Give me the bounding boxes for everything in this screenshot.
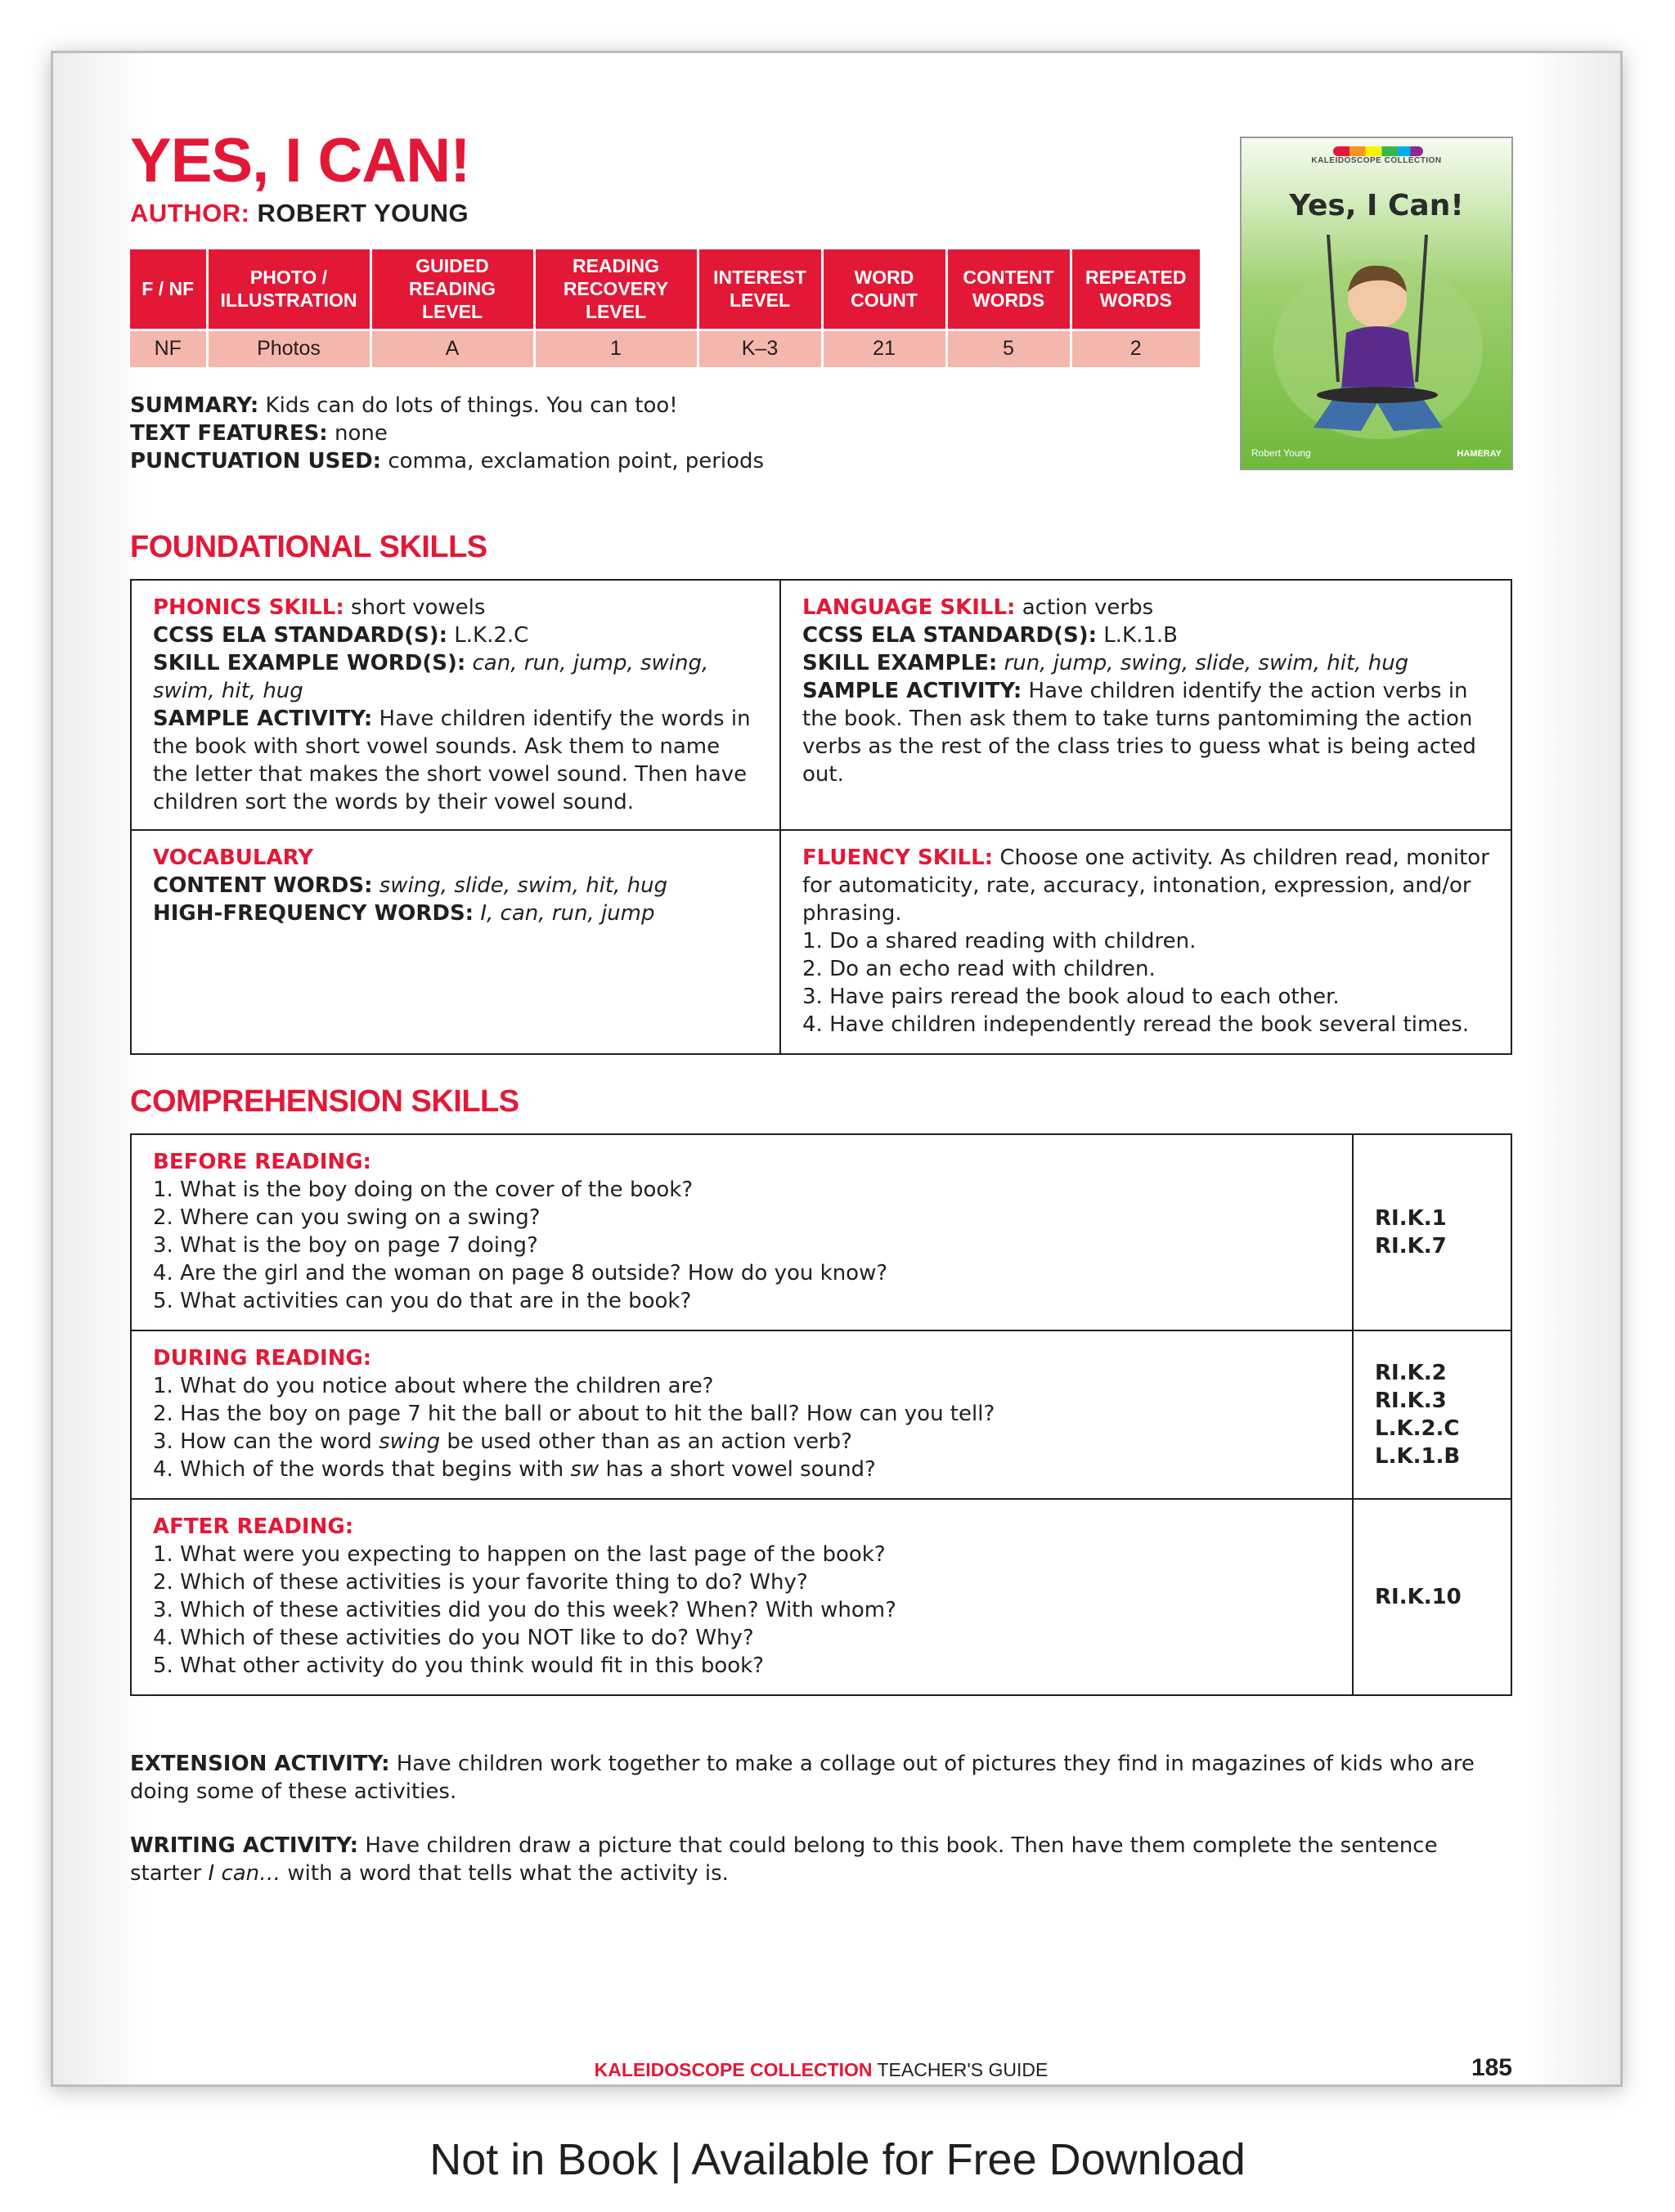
- writing-label: WRITING ACTIVITY:: [130, 1833, 359, 1858]
- levels-header-row: [130, 249, 1200, 330]
- language-value: action verbs: [1022, 595, 1154, 620]
- question: 4. Are the girl and the woman on page 8 outside? How do you know?: [153, 1261, 888, 1285]
- before-reading-label: BEFORE READING:: [153, 1150, 371, 1174]
- standard-code: RI.K.3: [1375, 1389, 1447, 1413]
- fluency-item: 3. Have pairs reread the book aloud to each other.: [802, 985, 1340, 1009]
- phonics-ccss-label: CCSS ELA STANDARD(S):: [153, 623, 448, 648]
- question: 4. Which of these activities do you NOT like to do? Why?: [153, 1626, 754, 1650]
- language-label: LANGUAGE SKILL:: [802, 595, 1016, 620]
- extension-label: EXTENSION ACTIVITY:: [130, 1752, 390, 1776]
- fluency-item: 2. Do an echo read with children.: [802, 957, 1156, 981]
- question: 2. Which of these activities is your favorite thing to do? Why?: [153, 1570, 808, 1595]
- standard-code: L.K.1.B: [1375, 1444, 1461, 1469]
- author-line: [130, 199, 469, 228]
- standard-code: RI.K.10: [1375, 1585, 1462, 1609]
- download-note: Not in Book | Available for Free Download: [429, 2135, 1246, 2184]
- writing-text-end: with a word that tells what the activity is.: [281, 1861, 729, 1886]
- question-text: 3. How can the word: [153, 1429, 379, 1454]
- question: 5. What other activity do you think would fit in this book?: [153, 1653, 765, 1678]
- punctuation-text: comma, exclamation point, periods: [388, 449, 765, 473]
- summary-line: [130, 392, 764, 420]
- during-reading-standards: [1354, 1331, 1511, 1498]
- book-title: YES, I CAN!: [130, 126, 470, 195]
- value-content-words: 5: [946, 330, 1071, 367]
- vocabulary-cell: [132, 831, 781, 1053]
- header-reading-recovery-level: READING RECOVERY LEVEL: [534, 249, 698, 330]
- language-activity: Have children identify the action verbs in the book. Then ask them to take turns pantomiming the action verbs as the rest of the class tries to guess what is being acted out.: [802, 679, 1476, 787]
- phonics-example: can, run, jump, swing, swim, hit, hug: [153, 651, 709, 703]
- value-photo-illustration: Photos: [207, 330, 370, 367]
- footer-guide: TEACHER'S GUIDE: [877, 2059, 1049, 2080]
- standard-code: RI.K.7: [1375, 1234, 1447, 1259]
- question: 1. What is the boy doing on the cover of the book?: [153, 1178, 694, 1202]
- footer-series: KALEIDOSCOPE COLLECTION: [594, 2059, 873, 2080]
- during-reading-row: [132, 1331, 1511, 1500]
- fluency-item: 1. Do a shared reading with children.: [802, 929, 1197, 953]
- extension-activity: [130, 1750, 1512, 1806]
- language-example: run, jump, swing, slide, swim, hit, hug: [1004, 651, 1409, 675]
- value-reading-recovery-level: 1: [534, 330, 698, 367]
- summary-label: SUMMARY:: [130, 393, 259, 418]
- question-text: 4. Which of the words that begins with: [153, 1457, 571, 1482]
- question: 1. What do you notice about where the children are?: [153, 1374, 714, 1398]
- phonics-example-label: SKILL EXAMPLE WORD(S):: [153, 651, 466, 675]
- kaleidoscope-logo-icon: [1333, 146, 1423, 156]
- cover-author: Robert Young: [1251, 447, 1311, 459]
- value-interest-level: K–3: [698, 330, 822, 367]
- page-number: 185: [1471, 2054, 1512, 2081]
- standard-code: RI.K.1: [1375, 1206, 1447, 1231]
- writing-italic: I can…: [208, 1861, 281, 1886]
- phonics-ccss: L.K.2.C: [454, 623, 529, 648]
- grid-row-2: [132, 831, 1511, 1053]
- during-reading-label: DURING READING:: [153, 1346, 372, 1371]
- after-reading-row: [132, 1500, 1511, 1694]
- cover-title: Yes, I Can!: [1289, 189, 1464, 222]
- header-fnf: F / NF: [130, 249, 207, 330]
- header-interest-level: INTEREST LEVEL: [698, 249, 822, 330]
- value-repeated-words: 2: [1071, 330, 1200, 367]
- question: [153, 1456, 1331, 1483]
- value-guided-reading-level: A: [370, 330, 534, 367]
- grid-row-1: [132, 581, 1511, 831]
- comprehension-table: [130, 1133, 1512, 1696]
- question: 2. Has the boy on page 7 hit the ball or about to hit the ball? How can you tell?: [153, 1402, 995, 1426]
- guide-page: [51, 51, 1623, 2087]
- cover-brand: KALEIDOSCOPE COLLECTION: [1311, 156, 1442, 165]
- header-photo-illustration: PHOTO / ILLUSTRATION: [207, 249, 370, 330]
- author-label: AUTHOR:: [130, 199, 250, 227]
- before-reading-row: [132, 1135, 1511, 1331]
- question-text: be used other than as an action verb?: [440, 1429, 852, 1454]
- punctuation-label: PUNCTUATION USED:: [130, 449, 382, 473]
- foundational-skills-heading: FOUNDATIONAL SKILLS: [130, 530, 487, 564]
- high-frequency-words: I, can, run, jump: [480, 901, 655, 926]
- language-ccss-label: CCSS ELA STANDARD(S):: [802, 623, 1098, 648]
- phonics-activity-label: SAMPLE ACTIVITY:: [153, 707, 373, 731]
- author-name: ROBERT YOUNG: [257, 199, 469, 227]
- fluency-intro: Choose one activity. As children read, monitor for automaticity, rate, accuracy, intonation, expression, and/or phrasing.: [802, 846, 1489, 926]
- header-repeated-words: REPEATED WORDS: [1071, 249, 1200, 330]
- boy-on-swing-icon: [1271, 235, 1485, 441]
- language-example-label: SKILL EXAMPLE:: [802, 651, 998, 675]
- writing-text: Have children draw a picture that could belong to this book. Then have them complete the sentence starter: [130, 1833, 1438, 1886]
- levels-table: [130, 249, 1200, 367]
- value-word-count: 21: [822, 330, 946, 367]
- page-footer: [130, 2059, 1512, 2081]
- question: [153, 1428, 1331, 1456]
- language-cell: [781, 581, 1511, 829]
- levels-value-row: [130, 330, 1200, 367]
- phonics-activity: Have children identify the words in the book with short vowel sounds. Ask them to name the letter that makes the short vowel sound. Then have children sort the words by their vowel sound.: [153, 707, 751, 814]
- phonics-cell: [132, 581, 781, 829]
- content-words: swing, slide, swim, hit, hug: [379, 873, 668, 898]
- before-reading-questions: [132, 1135, 1354, 1330]
- book-cover-image: [1240, 137, 1513, 470]
- fluency-cell: [781, 831, 1511, 1053]
- question: 5. What activities can you do that are in the book?: [153, 1289, 692, 1313]
- phonics-value: short vowels: [351, 595, 486, 620]
- high-frequency-label: HIGH-FREQUENCY WORDS:: [153, 901, 474, 926]
- cover-publisher: HAMERAY: [1457, 449, 1502, 459]
- summary-text: Kids can do lots of things. You can too!: [265, 393, 678, 418]
- fluency-item: 4. Have children independently reread the book several times.: [802, 1012, 1470, 1037]
- after-reading-label: AFTER READING:: [153, 1514, 354, 1539]
- extension-text: Have children work together to make a collage out of pictures they find in magazines of kids who are doing some of these activities.: [130, 1752, 1475, 1804]
- language-activity-label: SAMPLE ACTIVITY:: [802, 679, 1022, 703]
- header-guided-reading-level: GUIDED READING LEVEL: [370, 249, 534, 330]
- punctuation-line: [130, 447, 764, 475]
- book-meta: [130, 392, 764, 475]
- text-features-line: [130, 420, 764, 447]
- question-italic: swing: [379, 1429, 441, 1454]
- header-word-count: WORD COUNT: [822, 249, 946, 330]
- header-content-words: CONTENT WORDS: [946, 249, 1071, 330]
- language-ccss: L.K.1.B: [1103, 623, 1178, 648]
- during-reading-questions: [132, 1331, 1354, 1498]
- value-fnf: NF: [130, 330, 207, 367]
- question-text: has a short vowel sound?: [599, 1457, 876, 1482]
- comprehension-skills-heading: COMPREHENSION SKILLS: [130, 1084, 519, 1119]
- text-features-text: none: [334, 421, 388, 446]
- text-features-label: TEXT FEATURES:: [130, 421, 328, 446]
- phonics-label: PHONICS SKILL:: [153, 595, 344, 620]
- question: 3. Which of these activities did you do this week? When? With whom?: [153, 1598, 896, 1622]
- standard-code: RI.K.2: [1375, 1361, 1447, 1385]
- writing-activity: [130, 1832, 1512, 1887]
- standard-code: L.K.2.C: [1375, 1416, 1460, 1441]
- vocabulary-label: VOCABULARY: [153, 846, 314, 870]
- after-reading-questions: [132, 1500, 1354, 1694]
- question: 2. Where can you swing on a swing?: [153, 1205, 541, 1230]
- foundational-skills-grid: [130, 579, 1512, 1055]
- after-reading-standards: [1354, 1500, 1511, 1694]
- fluency-label: FLUENCY SKILL:: [802, 846, 994, 870]
- before-reading-standards: [1354, 1135, 1511, 1330]
- question: 1. What were you expecting to happen on the last page of the book?: [153, 1542, 886, 1567]
- page-content: [130, 53, 1512, 2084]
- question: 3. What is the boy on page 7 doing?: [153, 1233, 538, 1258]
- content-words-label: CONTENT WORDS:: [153, 873, 373, 898]
- question-italic: sw: [570, 1457, 599, 1482]
